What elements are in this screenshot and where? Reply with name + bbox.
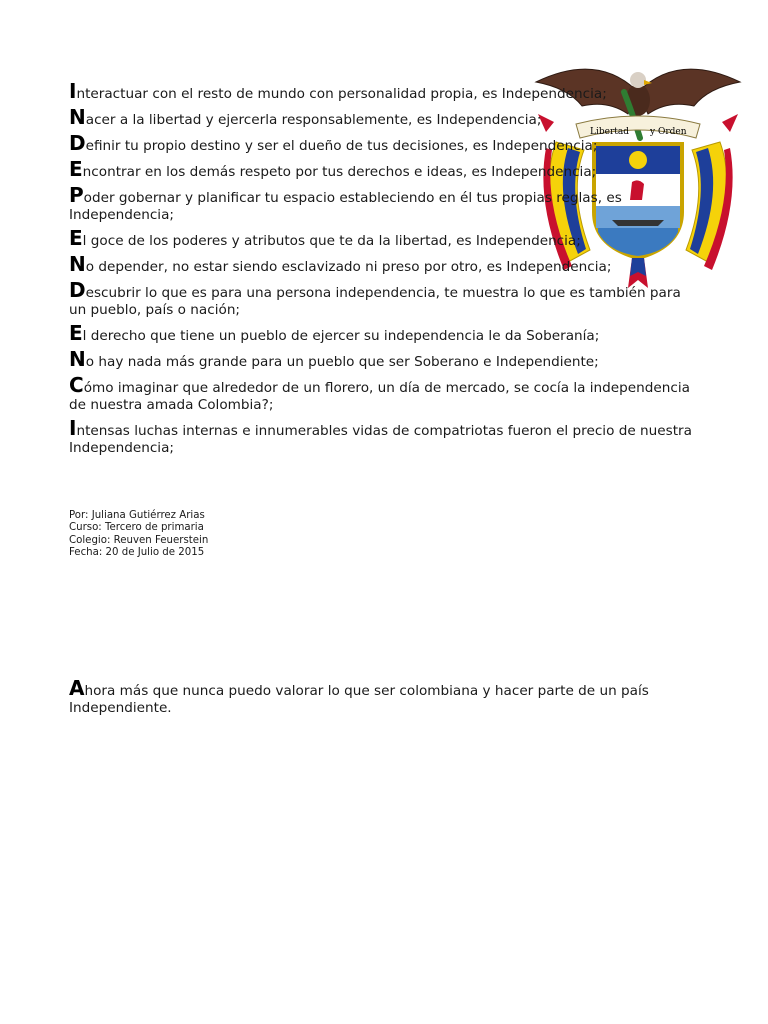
line-text: ómo imaginar que alrededor de un florero, un día de mercado, se cocía la independencia de nuestra amada Colombia?; <box>69 380 690 413</box>
signature-block <box>69 510 208 560</box>
line-text: l derecho que tiene un pueblo de ejercer su independencia le da Soberanía; <box>82 328 600 344</box>
school-line: Colegio: Reuven Feuerstein <box>69 534 209 546</box>
closing-paragraph <box>69 676 699 717</box>
acrostic-line <box>69 373 699 414</box>
line-initial: N <box>69 252 86 276</box>
line-initial: E <box>69 226 83 250</box>
line-text: l goce de los poderes y atributos que te da la libertad, es Independencia; <box>82 233 581 249</box>
line-text: oder gobernar y planificar tu espacio estableciendo en él tus propias reglas, es Independencia; <box>69 190 622 223</box>
line-text: efinir tu propio destino y ser el dueño de tus decisiones, es Independencia; <box>85 138 598 154</box>
line-text: nteractuar con el resto de mundo con personalidad propia, es Independencia; <box>76 86 607 102</box>
acrostic-line <box>69 252 699 276</box>
line-initial: E <box>69 157 83 181</box>
acrostic-line <box>69 347 699 371</box>
line-text: ncontrar en los demás respeto por tus derechos e ideas, es Independencia; <box>82 164 597 180</box>
acrostic-line <box>69 278 699 319</box>
acrostic-line <box>69 157 699 181</box>
line-initial: D <box>69 278 86 302</box>
acrostic-line <box>69 183 699 224</box>
date-line: Fecha: 20 de Julio de 2015 <box>69 547 205 559</box>
line-initial: N <box>69 105 86 129</box>
line-initial: D <box>69 131 86 155</box>
acrostic-line <box>69 321 699 345</box>
line-text: escubrir lo que es para una persona independencia, te muestra lo que es también para un pueblo, país o nación; <box>69 285 681 318</box>
line-initial: I <box>69 79 77 103</box>
line-text: acer a la libertad y ejercerla responsablemente, es Independencia; <box>85 112 542 128</box>
course-line: Curso: Tercero de primaria <box>69 522 204 534</box>
line-initial: E <box>69 321 83 345</box>
author-line: Por: Juliana Gutiérrez Arias <box>69 510 205 521</box>
line-initial: I <box>69 416 77 440</box>
motto-right: y Orden <box>650 127 687 137</box>
acrostic-line <box>69 416 699 457</box>
line-initial: C <box>69 373 84 397</box>
line-text: o hay nada más grande para un pueblo que ser Soberano e Independiente; <box>85 354 599 370</box>
acrostic-line <box>69 105 699 129</box>
acrostic-line <box>69 226 699 250</box>
closing-initial: A <box>69 676 85 700</box>
acrostic-line <box>69 79 699 103</box>
acrostic-poem <box>69 79 699 463</box>
closing-text: hora más que nunca puedo valorar lo que ser colombiana y hacer parte de un país Independiente. <box>69 683 649 716</box>
line-initial: P <box>69 183 84 207</box>
line-text: o depender, no estar siendo esclavizado ni preso por otro, es Independencia; <box>85 259 612 275</box>
line-initial: N <box>69 347 86 371</box>
motto-left: Libertad <box>590 127 629 137</box>
line-text: ntensas luchas internas e innumerables vidas de compatriotas fueron el precio de nuestra Independencia; <box>69 423 692 456</box>
